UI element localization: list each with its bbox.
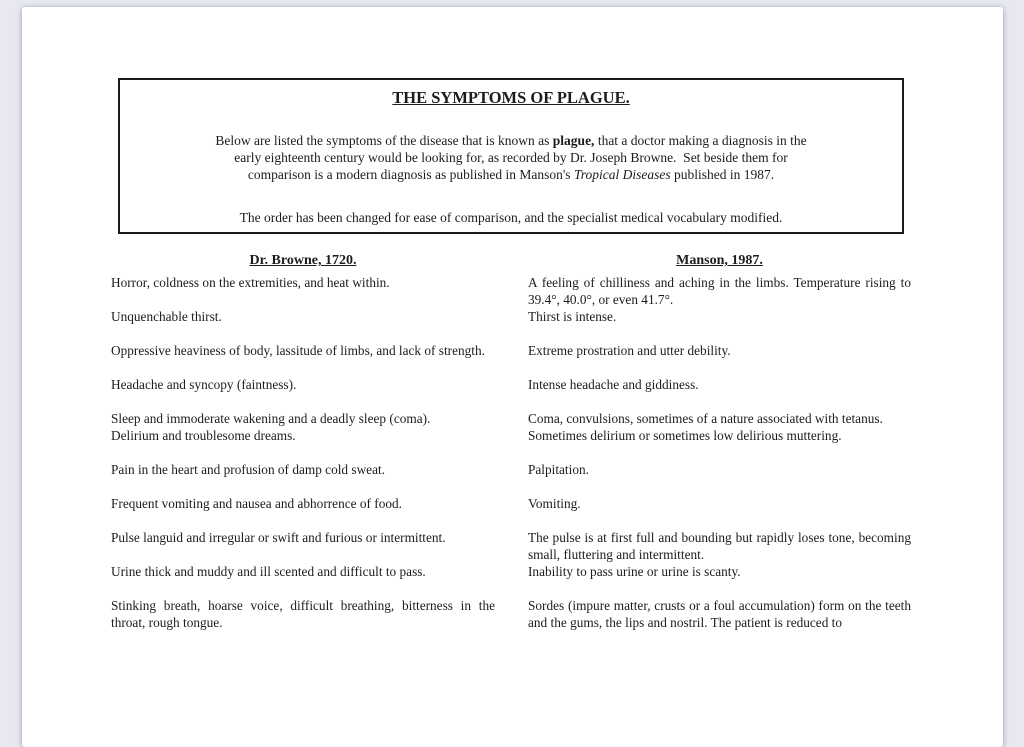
symptom-row [111, 376, 911, 393]
document-title: THE SYMPTOMS OF PLAGUE. [392, 88, 630, 107]
intro-text: published in 1987. [670, 167, 775, 182]
intro-text: comparison is a modern diagnosis as published in Manson's [247, 167, 574, 182]
intro-text: Below are listed the symptoms of the disease that is known as [215, 133, 553, 148]
symptom-manson: The pulse is at first full and bounding but rapidly loses tone, becoming small, fluttering and intermittent. [528, 530, 911, 562]
symptom-manson: Extreme prostration and utter debility. [528, 343, 731, 358]
symptom-manson: A feeling of chilliness and aching in the limbs. Temperature rising to 39.4°, 40.0°, or even 41.7°. [528, 275, 911, 307]
symptom-row [111, 495, 911, 512]
intro-italic-book-title: Tropical Diseases [573, 167, 671, 182]
symptom-browne: Delirium and troublesome dreams. [111, 428, 296, 443]
symptom-browne: Sleep and immoderate wakening and a deadly sleep (coma). [111, 411, 431, 426]
symptom-browne: Headache and syncopy (faintness). [111, 377, 297, 392]
comparison-table [111, 252, 911, 631]
symptom-row [111, 529, 911, 563]
column-headings-row [111, 252, 911, 270]
symptom-browne: Unquenchable thirst. [111, 309, 222, 324]
document-page [22, 7, 1003, 747]
symptom-row [111, 274, 911, 308]
intro-text: that a doctor making a diagnosis in the [594, 133, 807, 148]
symptom-browne: Oppressive heaviness of body, lassitude of limbs, and lack of strength. [111, 343, 485, 358]
symptom-browne: Frequent vomiting and nausea and abhorrence of food. [111, 496, 402, 511]
symptom-manson: Palpitation. [528, 462, 589, 477]
column-heading-browne: Dr. Browne, 1720. [249, 253, 357, 268]
symptom-manson: Intense headache and giddiness. [528, 377, 699, 392]
symptom-manson: Inability to pass urine or urine is scanty. [528, 564, 741, 579]
symptom-row [111, 410, 911, 427]
symptom-browne: Stinking breath, hoarse voice, difficult breathing, bitterness in the throat, rough tongue. [111, 598, 495, 630]
symptom-browne: Pain in the heart and profusion of damp cold sweat. [111, 462, 385, 477]
intro-text: early eighteenth century would be looking for, as recorded by Dr. Joseph Browne. Set beside them for [234, 150, 788, 165]
symptom-manson: Vomiting. [528, 496, 581, 511]
symptom-browne: Urine thick and muddy and ill scented and difficult to pass. [111, 564, 426, 579]
symptom-row [111, 427, 911, 444]
symptom-manson: Sometimes delirium or sometimes low delirious muttering. [528, 428, 842, 443]
symptom-row [111, 563, 911, 580]
symptom-row [111, 461, 911, 478]
intro-paragraph [142, 132, 880, 183]
symptom-browne: Pulse languid and irregular or swift and furious or intermittent. [111, 530, 446, 545]
symptom-manson: Thirst is intense. [528, 309, 617, 324]
symptom-row [111, 308, 911, 325]
symptom-row [111, 342, 911, 359]
header-box [118, 78, 904, 234]
column-heading-manson: Manson, 1987. [676, 253, 763, 268]
symptom-manson: Coma, convulsions, sometimes of a nature associated with tetanus. [528, 411, 883, 426]
note-paragraph: The order has been changed for ease of comparison, and the specialist medical vocabulary modified. [239, 210, 783, 225]
intro-bold-plague: plague, [552, 133, 595, 148]
symptom-row [111, 597, 911, 631]
symptom-browne: Horror, coldness on the extremities, and heat within. [111, 275, 390, 290]
symptom-manson: Sordes (impure matter, crusts or a foul accumulation) form on the teeth and the gums, the lips and nostril. The patient is reduced to [528, 598, 911, 630]
